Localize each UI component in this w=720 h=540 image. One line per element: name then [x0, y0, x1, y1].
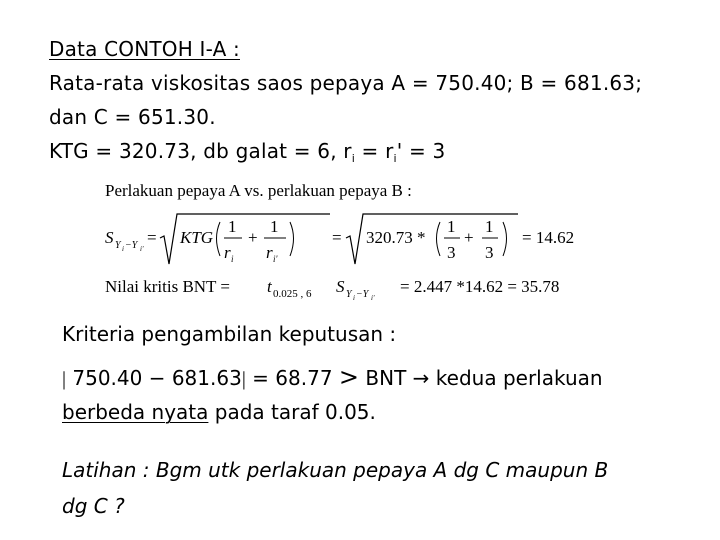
criteria-expr: 750.40 − 681.63 [66, 366, 242, 390]
t-sub: 0.025 , 6 [273, 288, 312, 300]
ktg-mid: = r [355, 139, 394, 163]
exercise-line-2: dg C ? [62, 494, 125, 518]
arrow-icon: → [412, 366, 430, 390]
example-title [49, 37, 240, 61]
ktg-sub-i2: i [393, 152, 397, 165]
den-ri: r [224, 243, 231, 262]
ktg-symbol: KTG [180, 228, 214, 247]
formula-heading: Perlakuan pepaya A vs. perlakuan pepaya B : [105, 181, 412, 200]
t-symbol: t [267, 277, 272, 296]
paren-close-2 [503, 222, 507, 256]
eq-2: = [332, 228, 342, 247]
ktg-line [49, 139, 445, 163]
s-symbol-2: S [336, 277, 345, 296]
den-rip: r [266, 243, 273, 262]
plus-1: + [248, 228, 258, 247]
abs-close: | [241, 368, 246, 390]
result-35-78: = 2.447 *14.62 = 35.78 [400, 277, 560, 296]
greater-than: > [338, 363, 360, 391]
example-title-text: Data CONTOH I-A : [49, 37, 240, 61]
result-14-62: = 14.62 [522, 228, 575, 247]
den-rip-sub: i' [273, 254, 278, 264]
num-2b: 1 [485, 217, 494, 236]
plus-2: + [464, 228, 474, 247]
s-sub-i: i [122, 245, 124, 253]
num-1a: 1 [228, 217, 237, 236]
s2-sub-i: i [353, 294, 355, 302]
criteria-bnt: BNT [359, 366, 413, 390]
paren-close-1 [290, 222, 294, 256]
den-3b: 3 [485, 243, 494, 262]
criteria-heading: Kriteria pengambilan keputusan : [62, 322, 397, 346]
s-sub-i2: i' [140, 245, 144, 253]
abs-open: | [62, 368, 67, 390]
eq-1: = [147, 228, 157, 247]
criteria-eq: = 68.77 [245, 366, 339, 390]
s-sub-dash: −Y [125, 240, 138, 251]
means-line: Rata-rata viskositas saos pepaya A = 750.40; B = 681.63; [49, 71, 643, 95]
num-2a: 1 [447, 217, 456, 236]
s-sub-y: Y [115, 240, 121, 251]
criteria-comparison [62, 363, 603, 391]
den-ri-sub: i [231, 254, 234, 264]
ktg-suffix: ' = 3 [396, 139, 446, 163]
paren-open-1 [217, 222, 221, 256]
nilai-kritis-label: Nilai kritis BNT = [105, 277, 230, 296]
exercise-line-1: Latihan : Bgm utk perlakuan pepaya A dg C maupun B [62, 458, 609, 482]
num-1b: 1 [270, 217, 279, 236]
criteria-rest: pada taraf 0.05. [208, 400, 376, 424]
means-line-cont: dan C = 651.30. [49, 105, 216, 129]
criteria-conclusion: kedua perlakuan [429, 366, 603, 390]
berbeda-nyata: berbeda nyata [62, 400, 209, 424]
den-3a: 3 [447, 243, 456, 262]
criteria-conclusion-line [62, 400, 376, 424]
s2-sub-y: Y [346, 289, 352, 300]
lsd-formula [100, 176, 630, 306]
s2-sub-dash: −Y [356, 289, 369, 300]
paren-open-2 [437, 222, 441, 256]
ktg-text: KTG = 320.73, db galat = 6, r [49, 139, 352, 163]
ktg-sub-i: i [351, 152, 355, 165]
s-symbol: S [105, 228, 114, 247]
ktg-value: 320.73 * [366, 228, 426, 247]
s2-sub-i2: i' [371, 294, 375, 302]
